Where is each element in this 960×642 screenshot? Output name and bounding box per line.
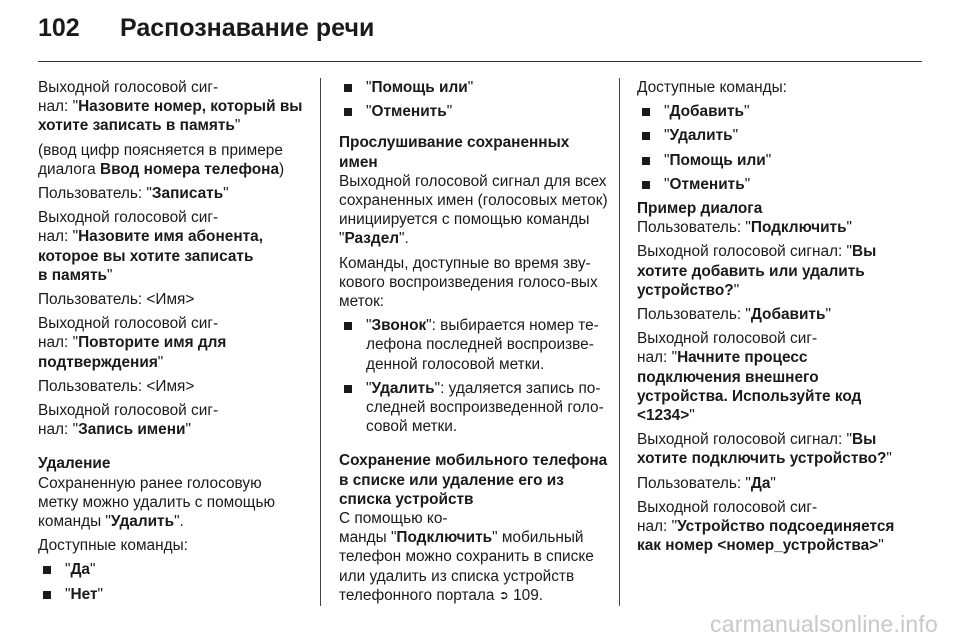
column-divider-1 [320, 78, 321, 606]
list-item: "Добавить" [637, 102, 907, 121]
list-item: "Удалить" [637, 126, 907, 145]
paragraph: (ввод цифр поясняется в примере диалога Ввод номера телефона) [38, 141, 285, 178]
list-item: "Отменить" [339, 102, 609, 121]
column-3 [637, 78, 907, 560]
list-item: "Помощь или" [637, 151, 907, 170]
command-list [339, 316, 609, 436]
list-item: "Отменить" [637, 175, 907, 194]
bullet-square-icon [642, 132, 650, 140]
paragraph: С помощью ко- манды "Подключить" мобильный телефон можно сохранить в списке или удалить из списка устройств телефонного портала ➲ 109. [339, 510, 594, 604]
watermark: carmanualsonline.info [710, 611, 938, 637]
list-item: "Нет" [38, 585, 306, 604]
bullet-square-icon [642, 157, 650, 165]
section-heading-listen: Прослушивание сохраненных имен [339, 134, 570, 171]
paragraph: Выходной голосовой сиг- нал: "Устройство подсоединяется как номер <номер_устройства>" [637, 498, 895, 555]
bullet-square-icon [344, 385, 352, 393]
paragraph: Пользователь: "Да" [637, 474, 776, 492]
column-divider-2 [619, 78, 620, 606]
header-rule [38, 61, 922, 62]
paragraph: Пользователь: <Имя> [38, 377, 195, 395]
paragraph: Доступные команды: [637, 79, 787, 96]
paragraph: Выходной голосовой сиг- нал: "Повторите имя для подтверждения" [38, 315, 227, 371]
paragraph: Выходной голосовой сиг- нал: "Запись имени" [38, 402, 219, 439]
page-header [38, 14, 374, 54]
bullet-square-icon [43, 566, 51, 574]
section-heading-example: Пример диалога [637, 200, 763, 218]
paragraph: Выходной голосовой сиг- нал: "Назовите имя абонента, которое вы хотите записать в память" [38, 209, 263, 284]
section-heading-save: Сохранение мобильного телефона в списке или удаление его из списка устройств [339, 452, 608, 508]
paragraph: Пользователь: "Подключить" [637, 219, 853, 237]
bullet-square-icon [642, 108, 650, 116]
paragraph: Команды, доступные во время зву-кового воспроизведения голосо-вых меток: [339, 254, 598, 311]
paragraph: Пользователь: "Записать" [38, 185, 229, 203]
page-title: Распознавание речи [120, 14, 375, 42]
bullet-square-icon [344, 84, 352, 92]
page-reference-arrow-icon: ➲ [498, 587, 509, 602]
bullet-square-icon [642, 181, 650, 189]
list-item: "Звонок": выбирается номер те-лефона последней воспроизве-денной голосовой метки. [339, 316, 609, 374]
paragraph: Выходной голосовой сиг- нал: "Начните процесс подключения внешнего устройства. Используйте код <1234>" [637, 330, 862, 425]
list-item: "Да" [38, 560, 306, 579]
bullet-square-icon [344, 322, 352, 330]
paragraph: Выходной голосовой сигнал для всех сохраненных имен (голосовых меток) инициируется с помощью команды "Раздел". [339, 172, 608, 248]
command-list [38, 560, 306, 603]
paragraph: Сохраненную ранее голосовую метку можно удалить с помощью команды "Удалить". [38, 474, 276, 531]
command-list [339, 78, 609, 121]
paragraph: Выходной голосовой сигнал: "Вы хотите добавить или удалить устройство?" [637, 243, 877, 299]
list-item: "Удалить": удаляется запись по-следней воспроизведенной голо-совой метки. [339, 379, 609, 437]
paragraph: Пользователь: "Добавить" [637, 306, 831, 324]
page-reference-link[interactable]: 109. [508, 586, 544, 604]
paragraph: Пользователь: <Имя> [38, 291, 195, 309]
column-2 [339, 78, 609, 610]
section-heading-delete: Удаление [38, 455, 111, 473]
paragraph: Доступные команды: [38, 537, 188, 555]
paragraph: Выходной голосовой сиг- нал: "Назовите номер, который вы хотите записать в память" [38, 79, 303, 135]
paragraph: Выходной голосовой сигнал: "Вы хотите подключить устройство?" [637, 431, 892, 468]
list-item: "Помощь или" [339, 78, 609, 97]
bullet-square-icon [43, 591, 51, 599]
page-number: 102 [38, 14, 80, 42]
command-list [637, 102, 907, 194]
bullet-square-icon [344, 108, 352, 116]
column-1 [38, 78, 306, 609]
